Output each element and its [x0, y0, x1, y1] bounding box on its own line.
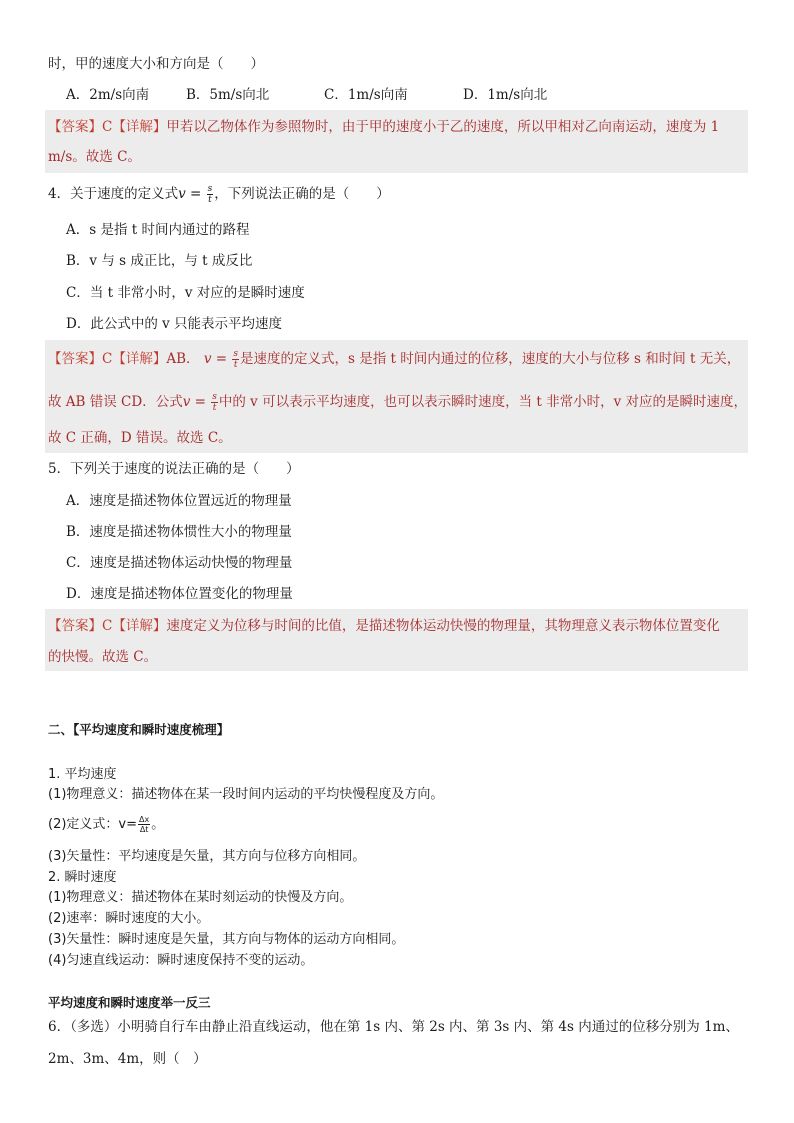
q5-option-b: B．速度是描述物体惯性大小的物理量	[66, 524, 292, 540]
q4-answer-box	[45, 340, 748, 453]
q3-stem-tail: 时，甲的速度大小和方向是（ ）	[48, 56, 264, 72]
q3-option-a: A．2m/s向南	[66, 87, 150, 103]
section-2-item-3	[48, 815, 164, 835]
q4-answer-text-1a: AB．	[166, 351, 200, 367]
section-2-item-1: 1. 平均速度	[48, 767, 117, 782]
q4-stem-pre: 4．关于速度的定义式	[48, 186, 179, 202]
q4-answer-fraction-1-num: s	[233, 349, 238, 359]
q3-answer-tag: 【答案】C【详解】	[48, 119, 167, 135]
q3-answer-box	[45, 110, 748, 173]
q4-answer-formula2-eq: =	[190, 394, 211, 410]
q4-formula-fraction	[207, 184, 214, 205]
q4-answer-line-1	[48, 349, 740, 370]
q4-answer-fraction-2-den: t	[212, 403, 217, 413]
section-2-item-6: (1)物理意义：描述物体在某时刻运动的快慢及方向。	[48, 890, 353, 905]
q5-answer-box	[45, 609, 748, 671]
q5-answer-line-2: 的快慢。故选 C。	[48, 649, 158, 665]
q6-stem-line-1: 6．（多选）小明骑自行车由静止沿直线运动，他在第 1s 内、第 2s 内、第 3s 内、第 4s 内通过的位移分别为 1m、	[48, 1019, 739, 1035]
section-2-item-2: (1)物理意义：描述物体在某一段时间内运动的平均快慢程度及方向。	[48, 787, 444, 802]
q3-option-d: D．1m/s向北	[463, 87, 548, 103]
q4-answer-text-1b: 是速度的定义式，s 是指 t 时间内通过的位移，速度的大小与位移 s 和时间 t 无关，	[239, 351, 741, 367]
q4-option-c: C．当 t 非常小时，v 对应的是瞬时速度	[66, 285, 305, 301]
q4-option-a: A．s 是指 t 时间内通过的路程	[66, 222, 250, 238]
section-2-item-9: (4)匀速直线运动：瞬时速度保持不变的运动。	[48, 953, 314, 968]
q4-answer-formula-v: v	[203, 351, 212, 367]
q4-answer-fraction-2-num: s	[212, 392, 217, 402]
q3-options	[66, 85, 626, 105]
q4-answer-tag: 【答案】C【详解】	[48, 351, 167, 367]
q4-answer-text-2b: 中的 v 可以表示平均速度，也可以表示瞬时速度，当 t 非常小时，v 对应的是瞬时速度，	[218, 394, 748, 410]
section-2-formula-den: Δt	[139, 825, 149, 834]
q5-answer-text-1: 速度定义为位移与时间的比值，是描述物体运动快慢的物理量，其物理意义表示物体位置变化	[166, 618, 720, 634]
q4-answer-formula2-v: v	[182, 394, 191, 410]
q3-option-b: B．5m/s向北	[186, 87, 270, 103]
section-2-title: 二、【平均速度和瞬时速度梳理】	[48, 722, 230, 737]
section-2-item-7: (2)速率：瞬时速度的大小。	[48, 911, 210, 926]
q3-answer-text-1: 甲若以乙物体作为参照物时，由于甲的速度小于乙的速度，所以甲相对乙向南运动，速度为 1	[166, 119, 720, 135]
q4-answer-formula-eq: =	[211, 351, 232, 367]
section-2-formula-post: 。	[151, 817, 165, 832]
q4-stem	[48, 184, 390, 205]
section-3-title: 平均速度和瞬时速度举一反三	[48, 995, 211, 1010]
q4-formula-eq: =	[185, 186, 206, 202]
q4-answer-fraction-1-den: t	[233, 360, 238, 370]
q4-stem-post: ，下列说法正确的是（ ）	[214, 186, 390, 202]
q4-formula-num: s	[207, 184, 213, 194]
q4-answer-fraction-1	[232, 349, 239, 370]
q4-answer-line-2	[48, 392, 747, 413]
q5-option-a: A．速度是描述物体位置远近的物理量	[66, 493, 292, 509]
q5-option-d: D．速度是描述物体位置变化的物理量	[66, 586, 293, 602]
q4-option-d: D．此公式中的 v 只能表示平均速度	[66, 316, 283, 332]
q3-answer-line-2: m/s。故选 C。	[48, 149, 141, 165]
q5-answer-tag: 【答案】C【详解】	[48, 618, 167, 634]
q4-option-b: B．v 与 s 成正比，与 t 成反比	[66, 253, 253, 269]
q4-formula-v: v	[178, 186, 186, 202]
section-2-item-5: 2. 瞬时速度	[48, 870, 117, 885]
q3-option-c: C．1m/s向南	[324, 87, 408, 103]
section-2-item-4: (3)矢量性：平均速度是矢量，其方向与位移方向相同。	[48, 849, 366, 864]
q6-stem-line-2: 2m、3m、4m，则（ ）	[48, 1051, 207, 1067]
q4-answer-line-3: 故 C 正确，D 错误。故选 C。	[48, 430, 232, 446]
q5-option-c: C．速度是描述物体运动快慢的物理量	[66, 555, 293, 571]
q4-answer-text-2a: 故 AB 错误 CD．公式	[48, 394, 183, 410]
q5-stem: 5．下列关于速度的说法正确的是（ ）	[48, 461, 300, 477]
q3-answer-line-1	[48, 117, 719, 137]
section-2-formula-pre: (2)定义式：v=	[48, 817, 138, 832]
q4-answer-fraction-2	[211, 392, 218, 413]
q4-formula-den: t	[208, 195, 212, 205]
section-2-formula-num: Δx	[139, 815, 150, 824]
section-2-item-8: (3)矢量性：瞬时速度是矢量，其方向与物体的运动方向相同。	[48, 932, 405, 947]
section-2-formula-fraction	[138, 815, 150, 834]
q5-answer-line-1	[48, 616, 720, 636]
